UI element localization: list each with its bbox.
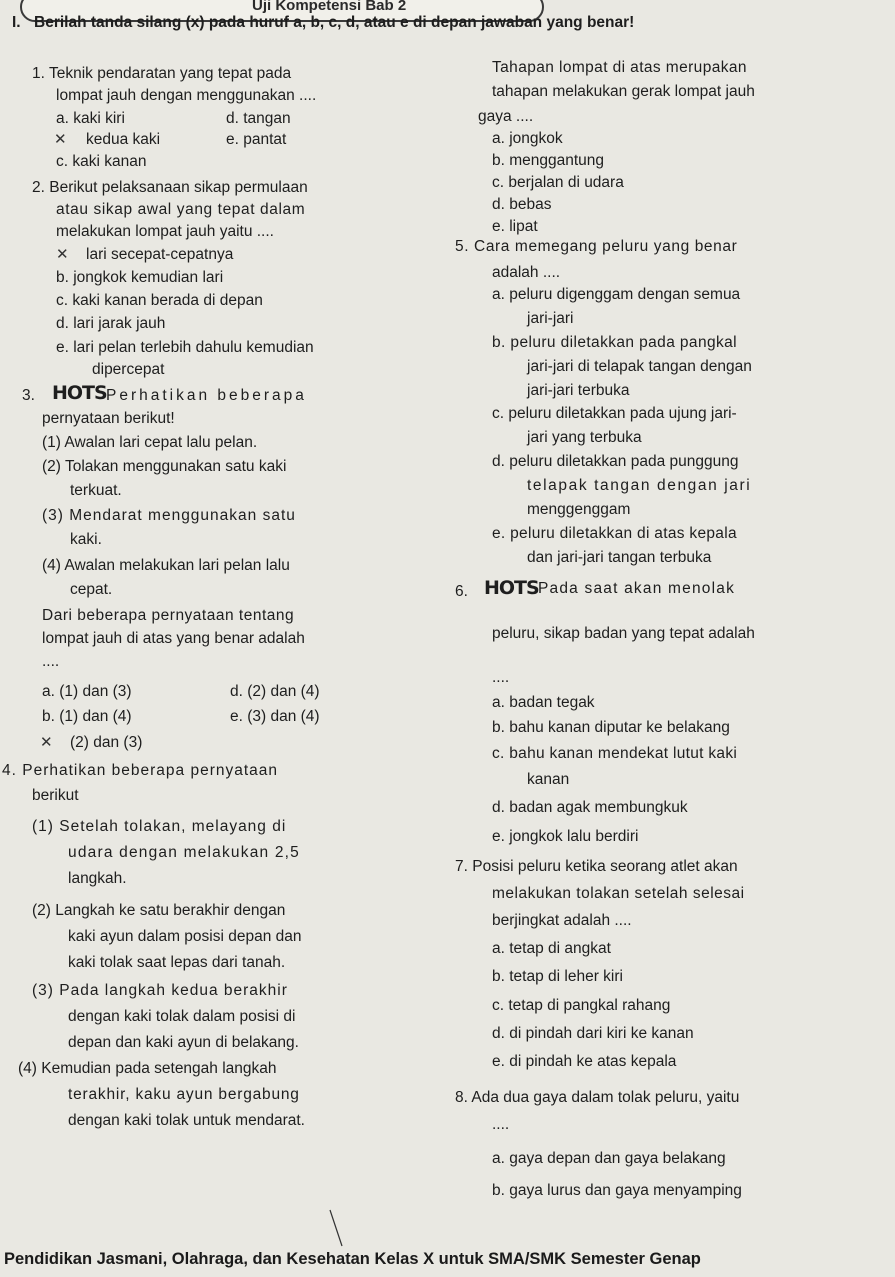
cross-mark-icon: ✕ xyxy=(54,131,67,148)
q7-option-e[interactable]: e. di pindah ke atas kepala xyxy=(492,1053,677,1070)
q3-statement-3-cont: kaki. xyxy=(70,531,102,548)
q4-option-b[interactable]: b. menggantung xyxy=(492,152,605,169)
q3-line-question-3: .... xyxy=(42,653,60,670)
q4-statement-1-cont: udara dengan melakukan 2,5 xyxy=(68,844,300,861)
q6-option-e[interactable]: e. jongkok lalu berdiri xyxy=(492,828,639,845)
q4-line-1: 4. Perhatikan beberapa pernyataan xyxy=(2,762,279,779)
q4-question-3: gaya .... xyxy=(478,108,534,125)
q7-option-a[interactable]: a. tetap di angkat xyxy=(492,940,611,957)
q4-statement-1-cont-2: langkah. xyxy=(68,870,127,887)
q3-option-c[interactable]: (2) dan (3) xyxy=(70,734,143,751)
q2-option-a[interactable]: lari secepat-cepatnya xyxy=(86,246,234,263)
q1-option-a[interactable]: a. kaki kiri xyxy=(56,110,125,127)
hots-badge: HOTS xyxy=(484,577,539,599)
q3-statement-1: (1) Awalan lari cepat lalu pelan. xyxy=(42,434,258,451)
q4-question-1: Tahapan lompat di atas merupakan xyxy=(492,59,747,76)
q7-line-2: melakukan tolakan setelah selesai xyxy=(492,885,745,902)
q2-line-3: melakukan lompat jauh yaitu .... xyxy=(56,223,274,240)
q5-option-b-cont-2: jari-jari terbuka xyxy=(527,382,630,399)
q3-option-a[interactable]: a. (1) dan (3) xyxy=(42,683,132,700)
q1-option-e[interactable]: e. pantat xyxy=(226,131,287,148)
q3-statement-2-cont: terkuat. xyxy=(70,482,122,499)
pen-stroke xyxy=(328,1208,348,1248)
q2-option-d[interactable]: d. lari jarak jauh xyxy=(56,315,166,332)
q5-option-e[interactable]: e. peluru diletakkan di atas kepala xyxy=(492,525,737,542)
q1-line-2: lompat jauh dengan menggunakan .... xyxy=(56,87,317,104)
q5-option-d-cont-2: menggenggam xyxy=(527,501,631,518)
q5-option-a[interactable]: a. peluru digenggam dengan semua xyxy=(492,286,741,303)
q6-option-c[interactable]: c. bahu kanan mendekat lutut kaki xyxy=(492,745,738,762)
q4-option-e[interactable]: e. lipat xyxy=(492,218,538,235)
instruction-text: Berilah tanda silang (x) pada huruf a, b, c, d, atau e di depan jawaban yang benar! xyxy=(34,14,635,31)
q5-option-b[interactable]: b. peluru diletakkan pada pangkal xyxy=(492,334,738,351)
q5-option-d[interactable]: d. peluru diletakkan pada punggung xyxy=(492,453,739,470)
q1-line-1: 1. Teknik pendaratan yang tepat pada xyxy=(32,65,292,82)
q5-option-a-cont: jari-jari xyxy=(527,310,574,327)
hots-badge: HOTS xyxy=(52,382,107,404)
q8-option-a[interactable]: a. gaya depan dan gaya belakang xyxy=(492,1150,726,1167)
q4-option-d[interactable]: d. bebas xyxy=(492,196,552,213)
q3-option-d[interactable]: d. (2) dan (4) xyxy=(230,683,320,700)
q6-option-a[interactable]: a. badan tegak xyxy=(492,694,595,711)
q3-statement-4-cont: cepat. xyxy=(70,581,113,598)
q3-line-2: pernyataan berikut! xyxy=(42,410,175,427)
instruction-number: I. xyxy=(12,14,21,31)
q4-question-2: tahapan melakukan gerak lompat jauh xyxy=(492,83,755,100)
q2-option-e[interactable]: e. lari pelan terlebih dahulu kemudian xyxy=(56,339,314,356)
q5-option-b-cont: jari-jari di telapak tangan dengan xyxy=(527,358,752,375)
q7-line-1: 7. Posisi peluru ketika seorang atlet akan xyxy=(455,858,738,875)
q2-option-e-cont: dipercepat xyxy=(92,361,165,378)
q3-line-question-2: lompat jauh di atas yang benar adalah xyxy=(42,630,305,647)
q8-option-b[interactable]: b. gaya lurus dan gaya menyamping xyxy=(492,1182,742,1199)
q4-statement-2: (2) Langkah ke satu berakhir dengan xyxy=(32,902,286,919)
q6-option-d[interactable]: d. badan agak membungkuk xyxy=(492,799,688,816)
q5-option-c[interactable]: c. peluru diletakkan pada ujung jari- xyxy=(492,405,737,422)
q3-statement-3: (3) Mendarat menggunakan satu xyxy=(42,507,296,524)
q4-statement-2-cont-2: kaki tolak saat lepas dari tanah. xyxy=(68,954,286,971)
q3-line-1: Perhatikan beberapa xyxy=(106,387,307,404)
q6-line-2: peluru, sikap badan yang tepat adalah xyxy=(492,625,755,642)
q6-number: 6. xyxy=(455,583,468,600)
q6-option-b[interactable]: b. bahu kanan diputar ke belakang xyxy=(492,719,730,736)
q2-option-b[interactable]: b. jongkok kemudian lari xyxy=(56,269,224,286)
q4-statement-2-cont: kaki ayun dalam posisi depan dan xyxy=(68,928,302,945)
q4-option-a[interactable]: a. jongkok xyxy=(492,130,563,147)
q5-option-e-cont: dan jari-jari tangan terbuka xyxy=(527,549,712,566)
cross-mark-icon: ✕ xyxy=(40,734,53,751)
q6-option-c-cont: kanan xyxy=(527,771,570,788)
q4-statement-3-cont-2: depan dan kaki ayun di belakang. xyxy=(68,1034,299,1051)
q3-number: 3. xyxy=(22,387,35,404)
q7-option-b[interactable]: b. tetap di leher kiri xyxy=(492,968,623,985)
page-footer: Pendidikan Jasmani, Olahraga, dan Kesehatan Kelas X untuk SMA/SMK Semester Genap xyxy=(4,1250,701,1268)
q4-statement-1: (1) Setelah tolakan, melayang di xyxy=(32,818,287,835)
q2-line-2: atau sikap awal yang tepat dalam xyxy=(56,201,306,218)
q6-line-1: Pada saat akan menolak xyxy=(538,580,736,597)
q8-line-1: 8. Ada dua gaya dalam tolak peluru, yaitu xyxy=(455,1089,740,1106)
chapter-title: Uji Kompetensi Bab 2 xyxy=(252,0,407,14)
q4-statement-4-cont-2: dengan kaki tolak untuk mendarat. xyxy=(68,1112,305,1129)
q7-option-d[interactable]: d. di pindah dari kiri ke kanan xyxy=(492,1025,694,1042)
q3-statement-2: (2) Tolakan menggunakan satu kaki xyxy=(42,458,287,475)
q1-option-d[interactable]: d. tangan xyxy=(226,110,291,127)
q4-line-2: berikut xyxy=(32,787,79,804)
q4-statement-3: (3) Pada langkah kedua berakhir xyxy=(32,982,288,999)
q3-statement-4: (4) Awalan melakukan lari pelan lalu xyxy=(42,557,290,574)
q7-option-c[interactable]: c. tetap di pangkal rahang xyxy=(492,997,671,1014)
q5-line-1: 5. Cara memegang peluru yang benar xyxy=(455,238,738,255)
q1-option-c[interactable]: c. kaki kanan xyxy=(56,153,147,170)
q1-option-b[interactable]: kedua kaki xyxy=(86,131,161,148)
q2-line-1: 2. Berikut pelaksanaan sikap permulaan xyxy=(32,179,308,196)
q8-line-2: .... xyxy=(492,1116,510,1133)
q4-statement-4-cont: terakhir, kaku ayun bergabung xyxy=(68,1086,300,1103)
cross-mark-icon: ✕ xyxy=(56,246,69,263)
q4-option-c[interactable]: c. berjalan di udara xyxy=(492,174,624,191)
q7-line-3: berjingkat adalah .... xyxy=(492,912,632,929)
q6-line-3: .... xyxy=(492,669,510,686)
q5-line-2: adalah .... xyxy=(492,264,561,281)
q3-option-b[interactable]: b. (1) dan (4) xyxy=(42,708,132,725)
q5-option-d-cont: telapak tangan dengan jari xyxy=(527,477,752,494)
q5-option-c-cont: jari yang terbuka xyxy=(527,429,642,446)
q3-option-e[interactable]: e. (3) dan (4) xyxy=(230,708,320,725)
q3-line-question-1: Dari beberapa pernyataan tentang xyxy=(42,607,295,624)
q2-option-c[interactable]: c. kaki kanan berada di depan xyxy=(56,292,263,309)
q4-statement-4: (4) Kemudian pada setengah langkah xyxy=(18,1060,277,1077)
q4-statement-3-cont: dengan kaki tolak dalam posisi di xyxy=(68,1008,296,1025)
